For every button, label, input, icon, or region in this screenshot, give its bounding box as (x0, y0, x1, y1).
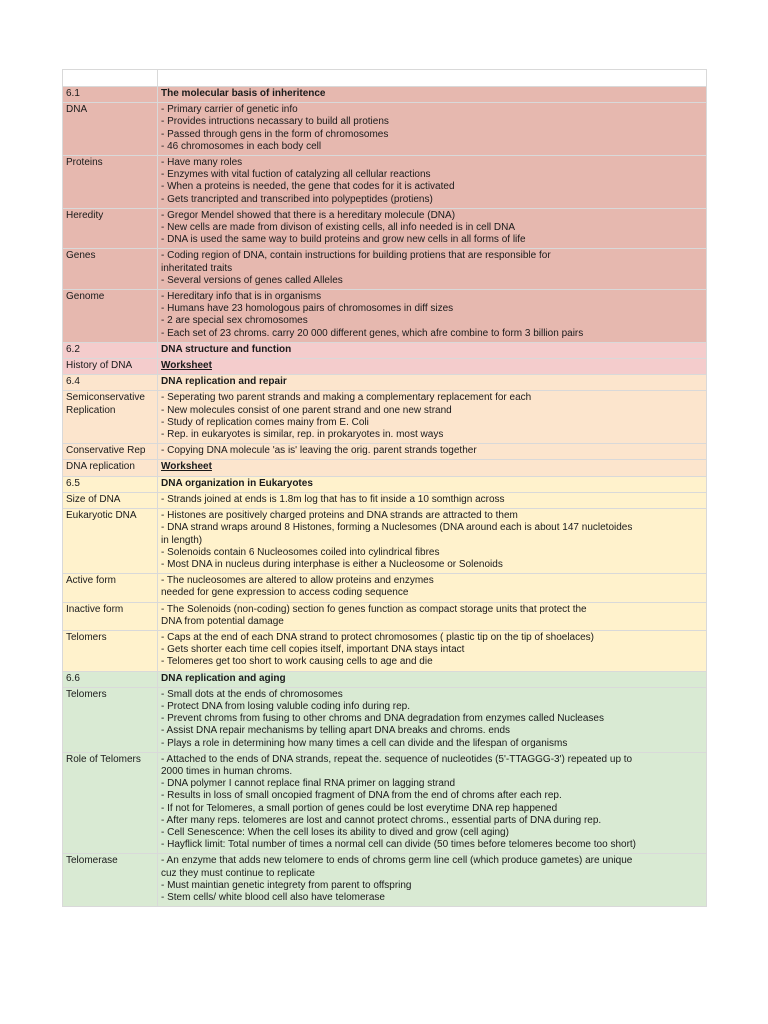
definition-cell: - Coding region of DNA, contain instructions for building protiens that are responsible for inheritated traits - Several versions of genes called Alleles (158, 249, 707, 290)
term-cell: DNA replication (63, 460, 158, 476)
term-cell: Heredity (63, 208, 158, 249)
term-cell (63, 70, 158, 87)
notes-table-body (63, 70, 707, 907)
note-row (63, 630, 707, 671)
term-cell: Telomers (63, 630, 158, 671)
term-cell: Active form (63, 574, 158, 602)
term-cell: Role of Telomers (63, 752, 158, 854)
note-row (63, 444, 707, 460)
note-row (63, 492, 707, 508)
section-header-row (63, 671, 707, 687)
note-row (63, 602, 707, 630)
section-number-cell: 6.1 (63, 87, 158, 103)
note-row (63, 103, 707, 156)
term-cell: Genes (63, 249, 158, 290)
section-number-cell: 6.4 (63, 375, 158, 391)
definition-cell: - The Solenoids (non-coding) section fo genes function as compact storage units that protect the DNA from potential damage (158, 602, 707, 630)
section-number-cell: 6.6 (63, 671, 158, 687)
section-header-row (63, 87, 707, 103)
section-title-cell: DNA replication and aging (158, 671, 707, 687)
note-row (63, 574, 707, 602)
term-cell: Proteins (63, 156, 158, 209)
worksheet-link[interactable]: Worksheet (158, 359, 707, 375)
definition-cell: - The nucleosomes are altered to allow proteins and enzymes needed for gene expression to access coding sequence (158, 574, 707, 602)
definition-cell (158, 70, 707, 87)
term-cell: Conservative Rep (63, 444, 158, 460)
section-header-row (63, 342, 707, 358)
blank-row (63, 70, 707, 87)
section-number-cell: 6.2 (63, 342, 158, 358)
notes-table (62, 69, 707, 907)
section-title-cell: The molecular basis of inheritence (158, 87, 707, 103)
section-header-row (63, 375, 707, 391)
term-cell: Size of DNA (63, 492, 158, 508)
term-cell: Telomers (63, 687, 158, 752)
definition-cell: - Attached to the ends of DNA strands, repeat the. sequence of nucleotides (5'-TTAGGG-3') repeated up to 2000 times in human chroms. - DNA polymer I cannot replace final RNA primer on lagging strand - Results in loss of small oncopied fragment of DNA from the end of chroms after each rep. - If not for Telomeres, a small portion of genes could be lost everytime DNA rep happened - After many reps. telomeres are lost and cannot protect chroms., essential parts of DNA during rep. - Cell Senescence: When the cell loses its ability to dived and grow (cell aging) - Hayflick limit: Total number of times a normal cell can divide (50 times before telomeres become too short) (158, 752, 707, 854)
section-title-cell: DNA organization in Eukaryotes (158, 476, 707, 492)
section-title-cell: DNA replication and repair (158, 375, 707, 391)
note-row (63, 854, 707, 907)
term-cell: Semiconservative Replication (63, 391, 158, 444)
definition-cell: - Caps at the end of each DNA strand to protect chromosomes ( plastic tip on the tip of shoelaces) - Gets shorter each time cell copies itself, important DNA stays intact - Telomeres get too short to work causing cells to age and die (158, 630, 707, 671)
definition-cell: - Histones are positively charged proteins and DNA strands are attracted to them - DNA strand wraps around 8 Histones, forming a Nuclesomes (DNA around each is about 147 nucletoides in length) - Solenoids contain 6 Nucleosomes coiled into cylindrical fibres - Most DNA in nucleus during interphase is either a Nucleosome or Solenoids (158, 509, 707, 574)
note-row (63, 359, 707, 375)
note-row (63, 687, 707, 752)
note-row (63, 290, 707, 343)
term-cell: Genome (63, 290, 158, 343)
note-row (63, 391, 707, 444)
definition-cell: - Have many roles - Enzymes with vital fuction of catalyzing all cellular reactions - When a proteins is needed, the gene that codes for it is activated - Gets trancripted and transcribed into polypeptides (protiens) (158, 156, 707, 209)
definition-cell: - Strands joined at ends is 1.8m log that has to fit inside a 10 somthign across (158, 492, 707, 508)
definition-cell: - Hereditary info that is in organisms - Humans have 23 homologous pairs of chromosomes in diff sizes - 2 are special sex chromosomes - Each set of 23 chroms. carry 20 000 different genes, which afre combine to form 3 billion pairs (158, 290, 707, 343)
definition-cell: - Seperating two parent strands and making a complementary replacement for each - New molecules consist of one parent strand and one new strand - Study of replication comes mainy from E. Coli - Rep. in eukaryotes is similar, rep. in prokaryotes in. most ways (158, 391, 707, 444)
definition-cell: - Small dots at the ends of chromosomes - Protect DNA from losing valuble coding info during rep. - Prevent chroms from fusing to other chroms and DNA degradation from enzymes called Nucleases - Assist DNA repair mechanisms by telling apart DNA breaks and chroms. ends - Plays a role in determining how many times a cell can divide and the lifespan of organisms (158, 687, 707, 752)
note-row (63, 208, 707, 249)
term-cell: DNA (63, 103, 158, 156)
definition-cell: - Gregor Mendel showed that there is a hereditary molecule (DNA) - New cells are made from divison of existing cells, all info needed is in cell DNA - DNA is used the same way to build proteins and grow new cells in all forms of life (158, 208, 707, 249)
definition-cell: - An enzyme that adds new telomere to ends of chroms germ line cell (which produce gametes) are unique cuz they must continue to replicate - Must maintian genetic integrety from parent to offspring - Stem cells/ white blood cell also have telomerase (158, 854, 707, 907)
term-cell: History of DNA (63, 359, 158, 375)
worksheet-link[interactable]: Worksheet (158, 460, 707, 476)
note-row (63, 752, 707, 854)
section-number-cell: 6.5 (63, 476, 158, 492)
section-header-row (63, 476, 707, 492)
section-title-cell: DNA structure and function (158, 342, 707, 358)
note-row (63, 156, 707, 209)
note-row (63, 460, 707, 476)
term-cell: Inactive form (63, 602, 158, 630)
definition-cell: - Copying DNA molecule 'as is' leaving the orig. parent strands together (158, 444, 707, 460)
term-cell: Eukaryotic DNA (63, 509, 158, 574)
note-row (63, 249, 707, 290)
note-row (63, 509, 707, 574)
definition-cell: - Primary carrier of genetic info - Provides intructions necassary to build all protiens - Passed through gens in the form of chromosomes - 46 chromosomes in each body cell (158, 103, 707, 156)
term-cell: Telomerase (63, 854, 158, 907)
